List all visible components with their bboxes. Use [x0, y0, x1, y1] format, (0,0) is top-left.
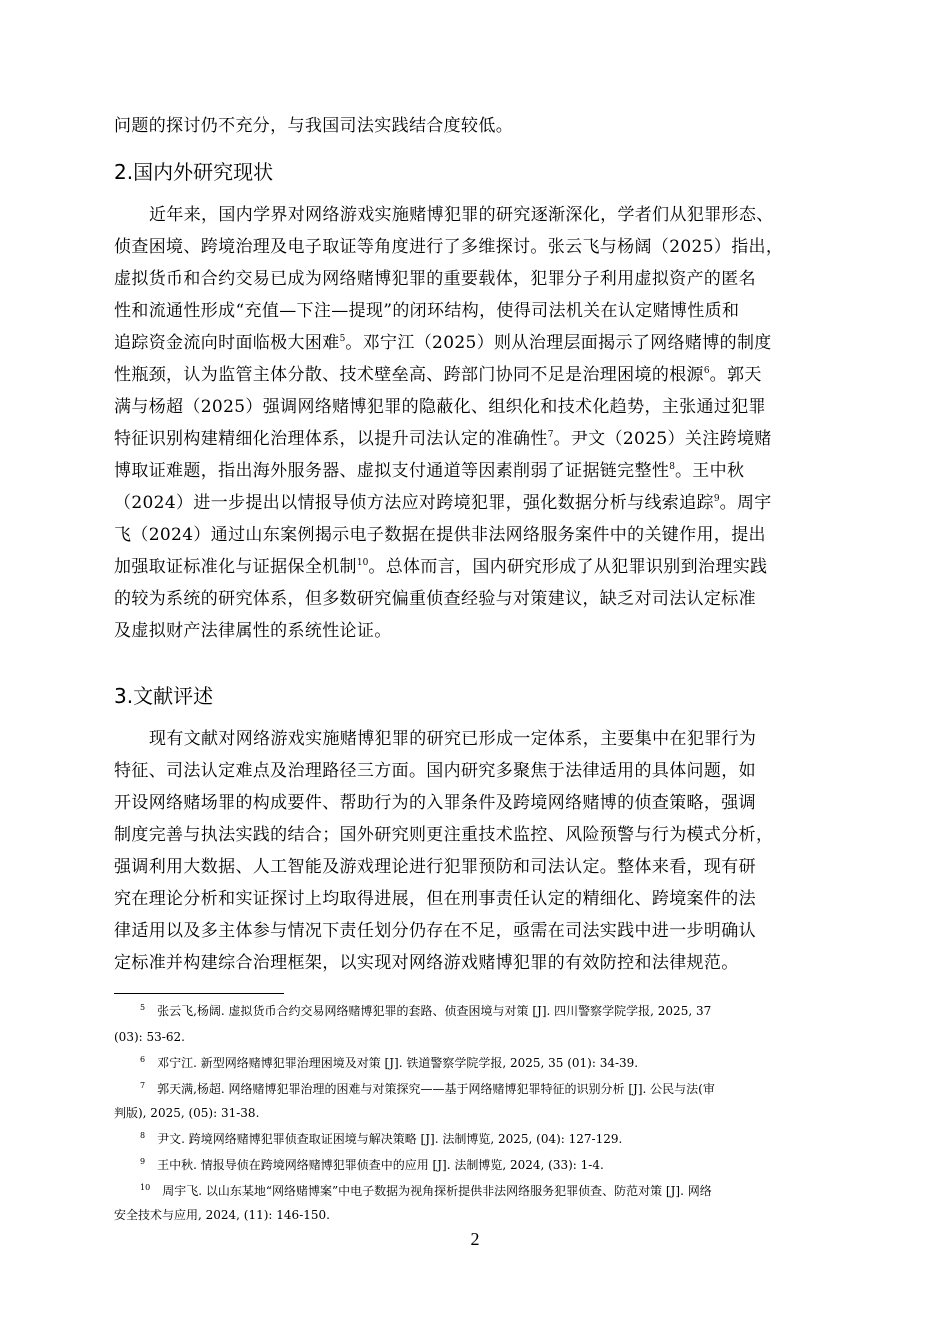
footnote: [140, 1003, 711, 1019]
paragraph-line: 究在理论分析和实证探讨上均取得进展，但在刑事责任认定的精细化、跨境案件的法: [114, 889, 756, 909]
footnote-text: 王中秋. 情报导侦在跨境网络赌博犯罪侦查中的应用 [J]. 法制博览, 2024, (33): 1-4.: [157, 1158, 604, 1172]
paragraph-line: [114, 332, 772, 354]
footnote-continuation: 安全技术与应用, 2024, (11): 146-150.: [114, 1208, 330, 1222]
section-heading: 3.文献评述: [114, 684, 214, 708]
footnote: [140, 1081, 715, 1097]
paragraph-line: 律适用以及多主体参与情况下责任划分仍存在不足，亟需在司法实践中进一步明确认: [114, 921, 756, 941]
paragraph-line: 近年来，国内学界对网络游戏实施赌博犯罪的研究逐渐深化，学者们从犯罪形态、: [149, 205, 774, 225]
footnote-ref[interactable]: 7: [547, 430, 554, 440]
footnote-text: 邓宁江. 新型网络赌博犯罪治理困境及对策 [J]. 铁道警察学院学报, 2025, 35 (01): 34-39.: [157, 1056, 639, 1070]
paragraph-line: [114, 364, 762, 386]
paragraph-line: 现有文献对网络游戏实施赌博犯罪的研究已形成一定体系，主要集中在犯罪行为: [149, 729, 757, 749]
section-heading: 2.国内外研究现状: [114, 160, 274, 184]
paragraph-line: 的较为系统的研究体系，但多数研究偏重侦查经验与对策建议，缺乏对司法认定标准: [114, 589, 756, 609]
footnote: [140, 1055, 638, 1071]
footnote-continuation: (03): 53-62.: [114, 1030, 185, 1044]
line-text: 。周宇: [719, 493, 772, 513]
line-text: 。总体而言，国内研究形成了从犯罪识别到治理实践: [368, 557, 768, 577]
line-text: 。王中秋: [674, 461, 745, 481]
line-text: 追踪资金流向时面临极大困难: [114, 333, 340, 353]
footnote-ref[interactable]: 10: [356, 558, 369, 568]
footnote-text: 尹文. 跨境网络赌博犯罪侦查取证困境与解决策略 [J]. 法制博览, 2025, (04): 127-129.: [157, 1132, 623, 1146]
paragraph-line: 飞（2024）通过山东案例揭示电子数据在提供非法网络服务案件中的关键作用，提出: [114, 525, 766, 545]
footnote-separator: [114, 993, 284, 994]
line-text: 。尹文（2025）关注跨境赌: [553, 429, 772, 449]
paragraph-line: 满与杨超（2025）强调网络赌博犯罪的隐蔽化、组织化和技术化趋势，主张通过犯罪: [114, 397, 766, 417]
line-text: 性瓶颈，认为监管主体分散、技术壁垒高、跨部门协同不足是治理困境的根源: [114, 365, 704, 385]
paragraph-line: [114, 428, 772, 450]
footnote-ref[interactable]: 9: [713, 494, 720, 504]
footnote: [140, 1157, 604, 1173]
paragraph-line: 虚拟货币和合约交易已成为网络赌博犯罪的重要载体，犯罪分子利用虚拟资产的匿名: [114, 269, 756, 289]
line-text: 加强取证标准化与证据保全机制: [114, 557, 357, 577]
footnote-number: 5: [140, 1003, 146, 1012]
paragraph-line: 侦查困境、跨境治理及电子取证等角度进行了多维探讨。张云飞与杨阔（2025）指出，: [114, 237, 784, 257]
footnote-number: 6: [140, 1055, 146, 1064]
paragraph-line: 制度完善与执法实践的结合；国外研究则更注重技术监控、风险预警与行为模式分析，: [114, 825, 774, 845]
footnote-ref[interactable]: 6: [703, 366, 710, 376]
line-text: 。邓宁江（2025）则从治理层面揭示了网络赌博的制度: [345, 333, 772, 353]
line-text: 。郭天: [709, 365, 762, 385]
footnote-text: 郭天满,杨超. 网络赌博犯罪治理的困难与对策探究——基于网络赌博犯罪特征的识别分析 [J]. 公民与法(审: [157, 1082, 715, 1096]
footnote-text: 张云飞,杨阔. 虚拟货币合约交易网络赌博犯罪的套路、侦查困境与对策 [J]. 四川警察学院学报, 2025, 37: [157, 1004, 712, 1018]
footnote: [140, 1183, 712, 1199]
line-text: （2024）进一步提出以情报导侦方法应对跨境犯罪，强化数据分析与线索追踪: [114, 493, 714, 513]
footnote-number: 10: [140, 1183, 151, 1192]
footnote-number: 7: [140, 1081, 146, 1090]
paragraph-line: [114, 556, 767, 578]
paragraph-line: [114, 492, 772, 514]
footnote-continuation: 判版), 2025, (05): 31-38.: [114, 1106, 260, 1120]
footnote-ref[interactable]: 8: [669, 462, 675, 472]
paragraph-line: [114, 460, 744, 482]
footnote-text: 周宇飞. 以山东某地“网络赌博案”中电子数据为视角探析提供非法网络服务犯罪侦查、防范对策 [J]. 网络: [162, 1184, 712, 1198]
line-text: 博取证难题，指出海外服务器、虚拟支付通道等因素削弱了证据链完整性: [114, 461, 670, 481]
paragraph-line: 及虚拟财产法律属性的系统性论证。: [114, 621, 392, 641]
footnote: [140, 1131, 622, 1147]
paragraph-line: 强调利用大数据、人工智能及游戏理论进行犯罪预防和司法认定。整体来看，现有研: [114, 857, 756, 877]
footnote-number: 8: [140, 1131, 146, 1140]
paragraph-line: 开设网络赌场罪的构成要件、帮助行为的入罪条件及跨境网络赌博的侦查策略，强调: [114, 793, 756, 813]
page-number: 2: [470, 1229, 480, 1249]
footnote-number: 9: [140, 1157, 146, 1166]
paragraph-line: 定标准并构建综合治理框架，以实现对网络游戏赌博犯罪的有效防控和法律规范。: [114, 953, 739, 973]
paragraph-line: 问题的探讨仍不充分，与我国司法实践结合度较低。: [114, 116, 514, 136]
footnote-ref[interactable]: 5: [339, 334, 346, 344]
line-text: 特征识别构建精细化治理体系，以提升司法认定的准确性: [114, 429, 548, 449]
paragraph-line: 特征、司法认定难点及治理路径三方面。国内研究多聚焦于法律适用的具体问题，如: [114, 761, 756, 781]
paragraph-line: 性和流通性形成“充值—下注—提现”的闭环结构，使得司法机关在认定赌博性质和: [114, 301, 740, 321]
